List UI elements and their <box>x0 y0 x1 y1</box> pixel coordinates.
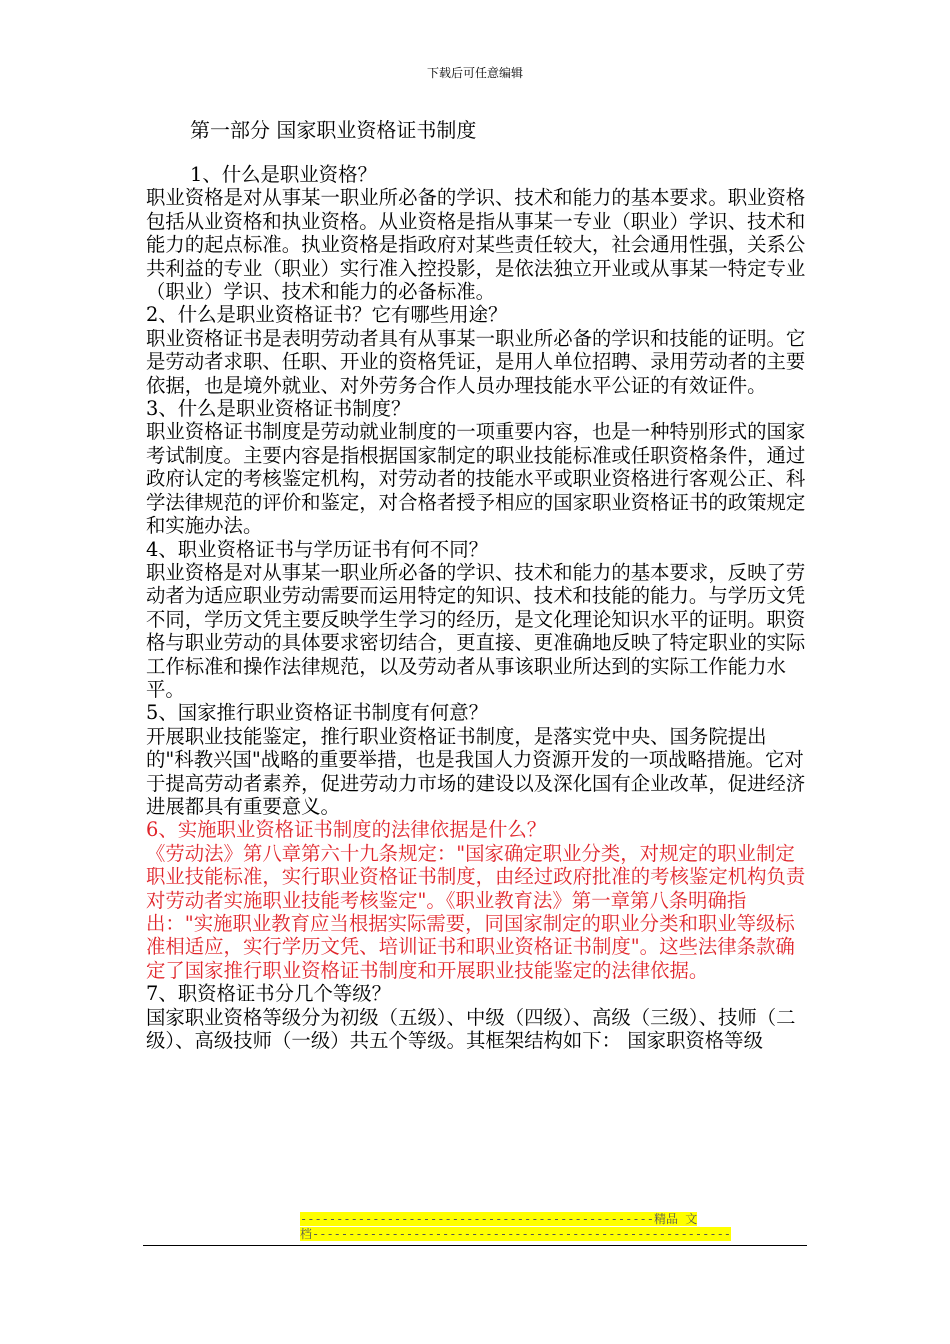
answer-5: 开展职业技能鉴定，推行职业资格证书制度，是落实党中央、国务院提出的"科教兴国"战略的重要举措，也是我国人力资源开发的一项战略措施。它对于提高劳动者素养，促进劳动力市场的建设以及深化国有企业改革，促进经济进展都具有重要意义。 <box>146 724 806 818</box>
page-title: 第一部分 国家职业资格证书制度 <box>190 118 477 142</box>
document-body <box>146 163 810 1052</box>
answer-7: 国家职业资格等级分为初级（五级）、中级（四级）、高级（三级）、技师（二级）、高级技师（一级）共五个等级。其框架结构如下： 国家职资格等级 <box>146 1005 796 1053</box>
question-7: 7、职资格证书分几个等级？ <box>146 982 392 1006</box>
question-3: 3、什么是职业资格证书制度？ <box>146 397 411 421</box>
answer-3: 职业资格证书制度是劳动就业制度的一项重要内容，也是一种特别形式的国家考试制度。主要内容是指根据国家制定的职业技能标准或任职资格条件，通过政府认定的考核鉴定机构，对劳动者的技能水平或职业资格进行客观公正、科学法律规范的评价和鉴定，对合格者授予相应的国家职业资格证书的政策规定和实施办法。 <box>146 420 806 538</box>
question-2: 2、什么是职业资格证书？它有哪些用途？ <box>146 303 508 327</box>
answer-2: 职业资格证书是表明劳动者具有从事某一职业所必备的学识和技能的证明。它是劳动者求职、任职、开业的资格凭证，是用人单位招聘、录用劳动者的主要依据，也是境外就业、对外劳务合作人员办理技能水平公证的有效证件。 <box>146 326 806 397</box>
page-header: 下载后可任意编辑 <box>426 66 523 80</box>
answer-6: 《劳动法》第八章第六十九条规定："国家确定职业分类，对规定的职业制定职业技能标准，实行职业资格证书制度，由经过政府批准的考核鉴定机构负责对劳动者实施职业技能考核鉴定"。《职业教育法》第一章第八条明确指出："实施职业教育应当根据实际需要，同国家制定的职业分类和职业等级标准相适应，实行学历文凭、培训证书和职业资格证书制度"。这些法律条款确定了国家推行职业资格证书制度和开展职业技能鉴定的法律依据。 <box>146 841 806 982</box>
question-1: 1、什么是职业资格？ <box>190 163 377 186</box>
footer-divider <box>143 1245 807 1246</box>
footer-line-1: -------------------------------------------------精品 文 <box>300 1212 698 1226</box>
footer-banner <box>300 1212 732 1242</box>
answer-1: 职业资格是对从事某一职业所必备的学识、技术和能力的基本要求。职业资格包括从业资格和执业资格。从业资格是指从事某一专业（职业）学识、技术和能力的起点标准。执业资格是指政府对某些责任较大，社会通用性强，关系公共利益的专业（职业）实行准入控投影，是依法独立开业或从事某一特定专业（职业）学识、技术和能力的必备标准。 <box>146 186 806 304</box>
question-4: 4、职业资格证书与学历证书有何不同？ <box>146 537 488 561</box>
footer-line-2: 档---------------------------------------------------------- <box>300 1227 732 1241</box>
question-6: 6、实施职业资格证书制度的法律依据是什么？ <box>146 818 547 842</box>
answer-4: 职业资格是对从事某一职业所必备的学识、技术和能力的基本要求，反映了劳动者为适应职业劳动需要而运用特定的知识、技术和技能的能力。与学历文凭不同，学历文凭主要反映学生学习的经历，是文化理论知识水平的证明。职资格与职业劳动的具体要求密切结合，更直接、更准确地反映了特定职业的实际工作标准和操作法律规范，以及劳动者从事该职业所达到的实际工作能力水平。 <box>146 560 806 701</box>
question-5: 5、国家推行职业资格证书制度有何意？ <box>146 701 488 725</box>
